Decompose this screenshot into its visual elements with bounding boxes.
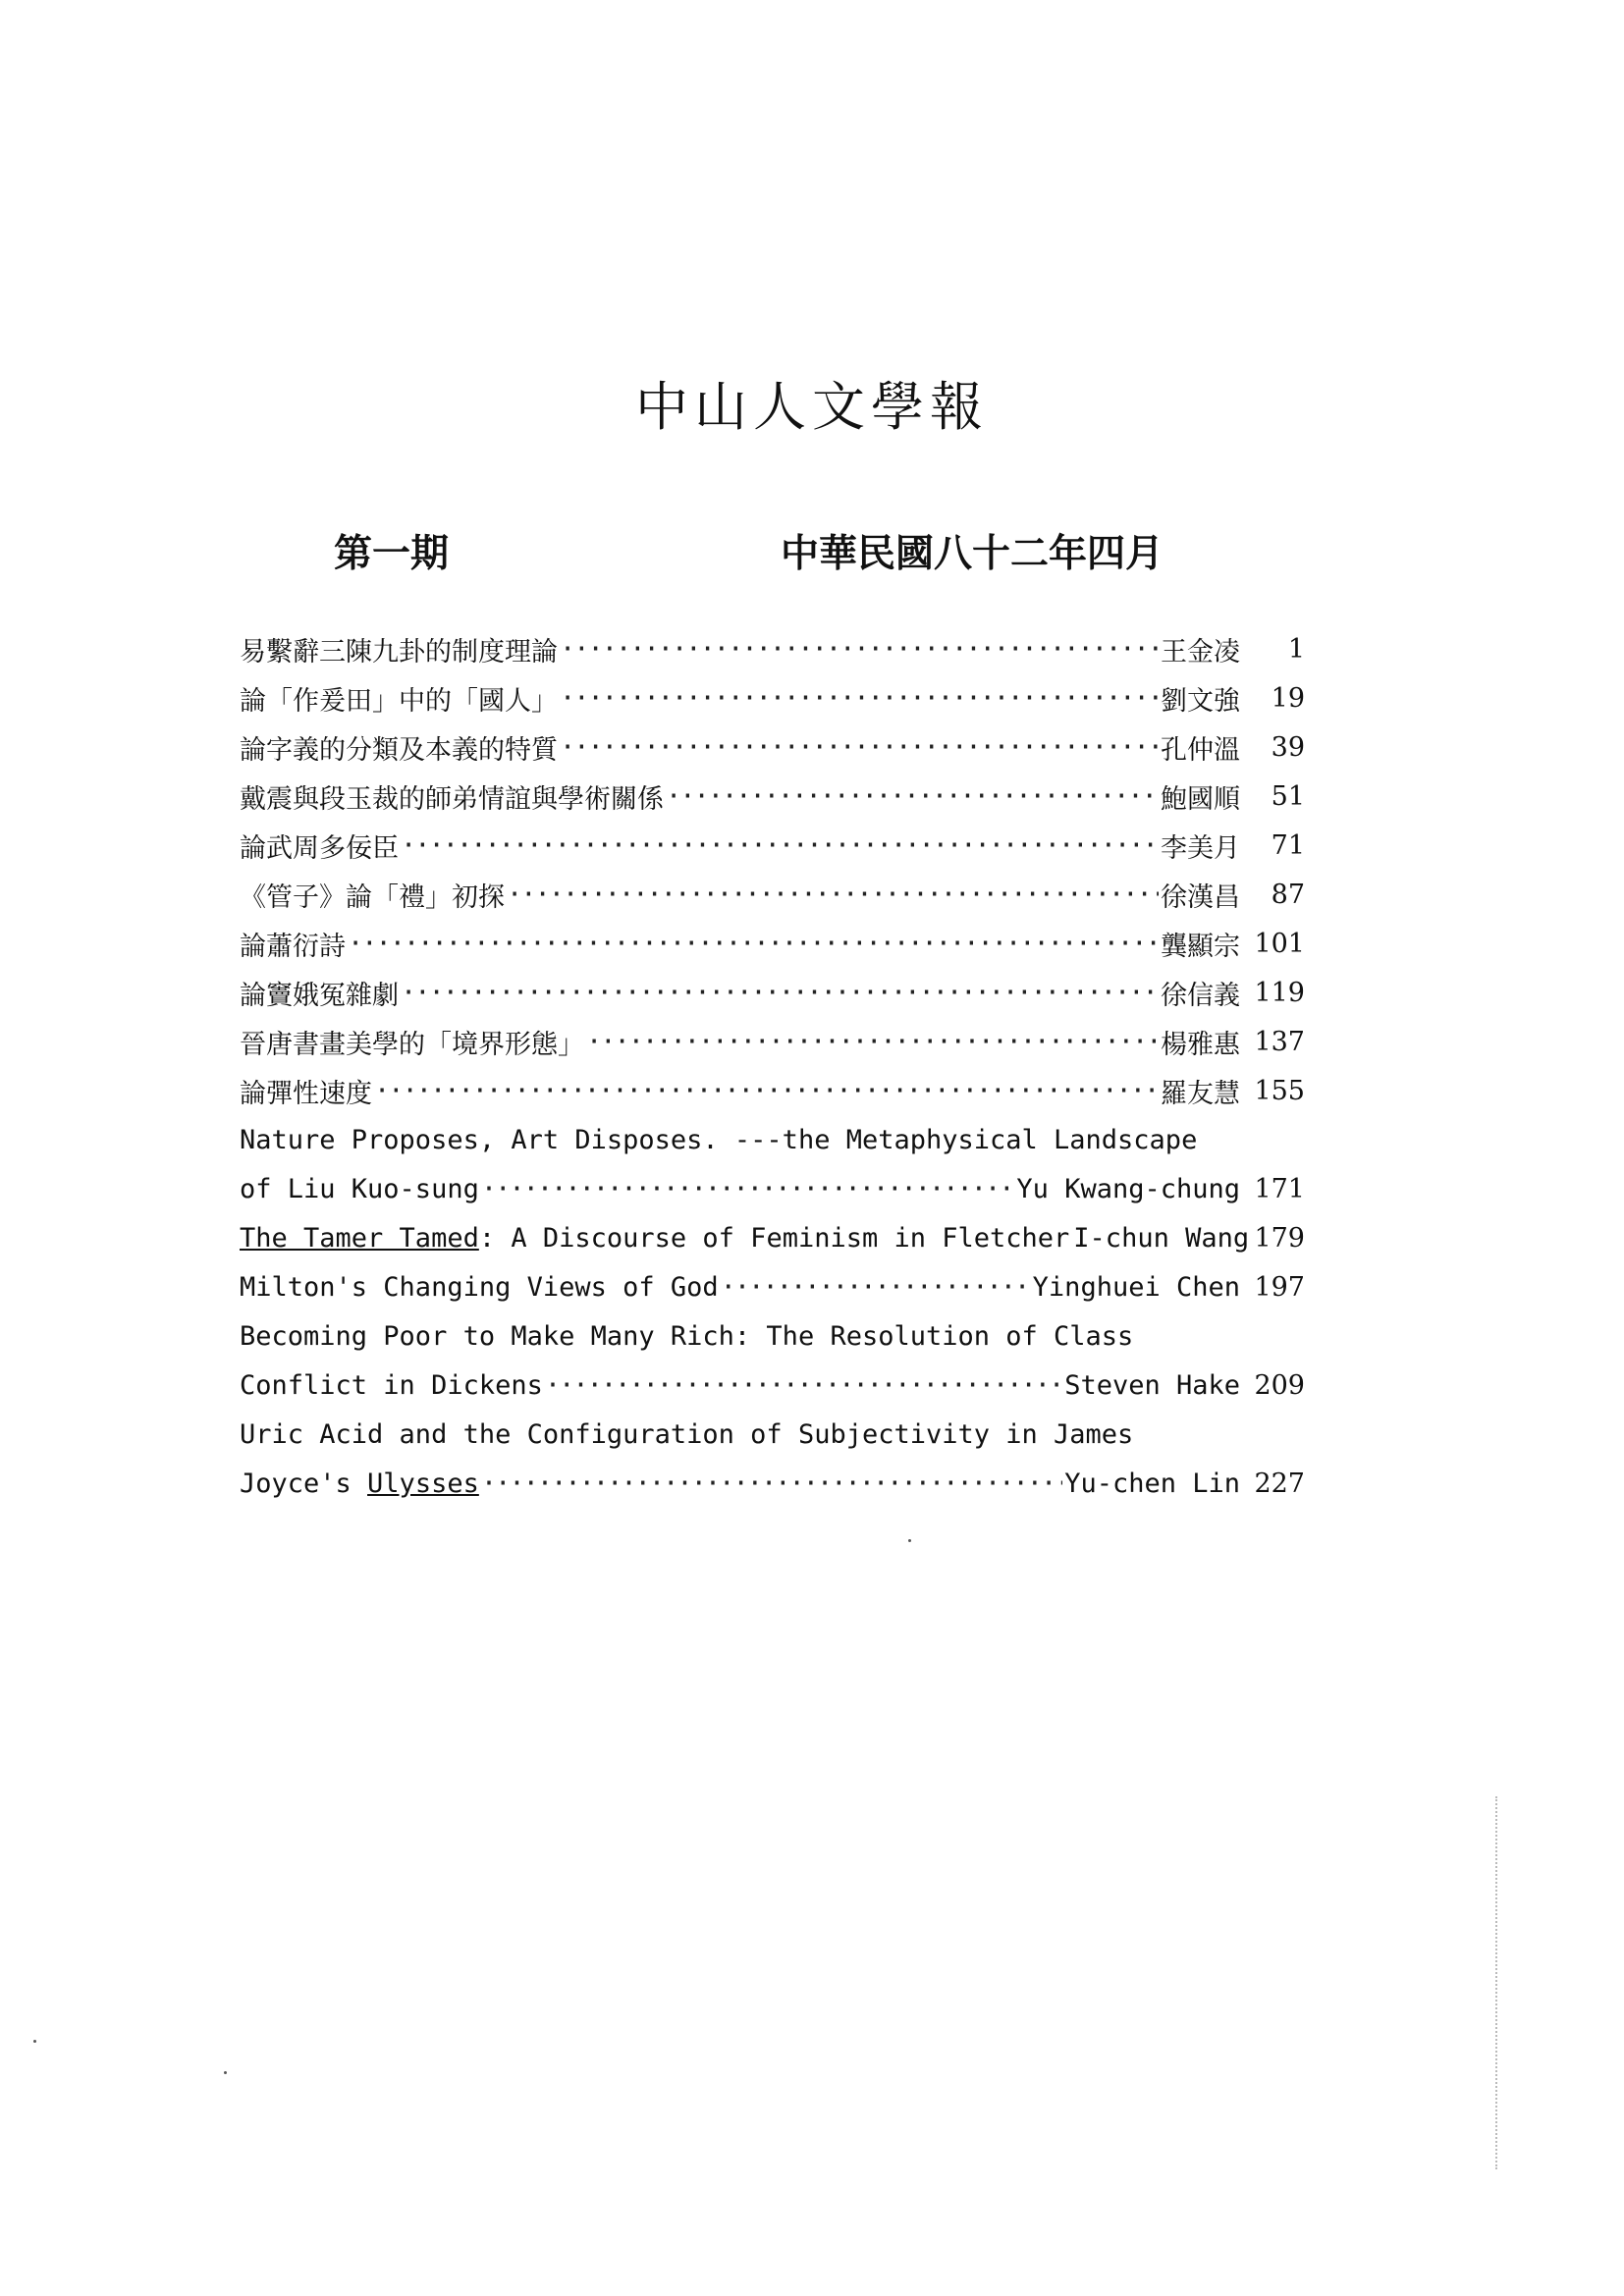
page-number: 209 bbox=[1254, 1369, 1305, 1401]
toc-entry bbox=[240, 1017, 1305, 1066]
article-title: 論「作爰田」中的「國人」 bbox=[240, 685, 558, 717]
page-number: 19 bbox=[1271, 682, 1305, 714]
dot-leader bbox=[545, 1370, 1062, 1401]
page-number: 119 bbox=[1254, 977, 1305, 1008]
article-author: Yu-chen Lin bbox=[1064, 1468, 1240, 1499]
article-title: 易繫辭三陳九卦的制度理論 bbox=[240, 636, 558, 667]
dot-leader bbox=[560, 634, 1159, 665]
issue-number: 第一期 bbox=[334, 532, 450, 576]
article-author: Yu Kwang-chung bbox=[1016, 1173, 1240, 1204]
toc-entry bbox=[240, 1262, 1305, 1311]
dot-leader bbox=[560, 683, 1159, 714]
page-number: 39 bbox=[1271, 731, 1305, 763]
page-number: 1 bbox=[1287, 633, 1305, 665]
toc-entry bbox=[240, 1361, 1305, 1410]
toc-entry bbox=[240, 968, 1305, 1017]
dot-leader bbox=[481, 1174, 1015, 1204]
article-title bbox=[240, 1223, 1069, 1254]
toc-entry bbox=[240, 1213, 1305, 1262]
article-title: 論蕭衍詩 bbox=[240, 931, 346, 962]
english-articles bbox=[240, 1115, 1305, 1508]
article-title bbox=[240, 1174, 479, 1204]
title-text: Milton's Changing Views of God bbox=[240, 1271, 719, 1303]
article-author: 李美月 bbox=[1161, 832, 1240, 864]
article-author: I-chun Wang bbox=[1073, 1222, 1250, 1254]
toc-entry bbox=[240, 870, 1305, 919]
toc-entry-line bbox=[240, 1311, 1305, 1361]
chinese-articles bbox=[240, 624, 1305, 1115]
page-number: 197 bbox=[1254, 1271, 1305, 1303]
dot-leader bbox=[666, 781, 1159, 812]
article-title-line: Uric Acid and the Configuration of Subjectivity in James bbox=[240, 1418, 1134, 1450]
dot-leader bbox=[560, 732, 1159, 763]
dot-leader bbox=[481, 1468, 1062, 1499]
article-title: 論竇娥冤雜劇 bbox=[240, 980, 399, 1011]
scan-speck bbox=[908, 1539, 911, 1542]
toc-entry bbox=[240, 1459, 1305, 1508]
dot-leader bbox=[721, 1272, 1031, 1303]
article-author: 龔顯宗 bbox=[1161, 931, 1240, 962]
scan-edge-line bbox=[1495, 1796, 1499, 2169]
page-number: 171 bbox=[1254, 1173, 1305, 1204]
toc-entry bbox=[240, 1164, 1305, 1213]
dot-leader bbox=[507, 880, 1159, 910]
article-title: 論字義的分類及本義的特質 bbox=[240, 734, 558, 766]
page-number: 51 bbox=[1271, 780, 1305, 812]
article-title bbox=[240, 1272, 719, 1303]
publication-date: 中華民國八十二年四月 bbox=[781, 532, 1164, 576]
toc-entry bbox=[240, 821, 1305, 870]
title-text: Conflict in Dickens bbox=[240, 1369, 543, 1401]
toc-entry bbox=[240, 722, 1305, 772]
article-title: 論彈性速度 bbox=[240, 1078, 372, 1109]
toc-entry bbox=[240, 673, 1305, 722]
dot-leader bbox=[401, 830, 1159, 861]
article-title-line: Nature Proposes, Art Disposes. ---the Metaphysical Landscape bbox=[240, 1124, 1198, 1155]
toc-entry bbox=[240, 919, 1305, 968]
article-author: Yinghuei Chen bbox=[1032, 1271, 1240, 1303]
italic-title-underlined: Ulysses bbox=[367, 1468, 479, 1499]
article-title: 晉唐書畫美學的「境界形態」 bbox=[240, 1029, 584, 1060]
page-number: 87 bbox=[1271, 879, 1305, 910]
page-number: 137 bbox=[1254, 1026, 1305, 1057]
article-author: 徐漢昌 bbox=[1161, 881, 1240, 913]
article-title-line: Becoming Poor to Make Many Rich: The Resolution of Class bbox=[240, 1320, 1134, 1352]
article-title bbox=[240, 1370, 543, 1401]
toc-entry bbox=[240, 772, 1305, 821]
article-title bbox=[240, 1468, 479, 1499]
article-author: 羅友慧 bbox=[1161, 1078, 1240, 1109]
article-author: 王金凌 bbox=[1161, 636, 1240, 667]
article-author: 徐信義 bbox=[1161, 980, 1240, 1011]
title-text: : A Discourse of Feminism in Fletcher bbox=[478, 1222, 1070, 1254]
article-title: 論武周多佞臣 bbox=[240, 832, 399, 864]
page-number: 227 bbox=[1254, 1468, 1305, 1499]
table-of-contents bbox=[240, 624, 1305, 1508]
article-author: 劉文強 bbox=[1161, 685, 1240, 717]
page-number: 101 bbox=[1254, 928, 1305, 959]
article-title: 《管子》論「禮」初探 bbox=[240, 881, 505, 913]
page-number: 155 bbox=[1254, 1075, 1305, 1106]
scan-speck bbox=[33, 2040, 36, 2043]
dot-leader bbox=[348, 929, 1159, 959]
article-author: 孔仲溫 bbox=[1161, 734, 1240, 766]
dot-leader bbox=[586, 1027, 1159, 1057]
dot-leader bbox=[374, 1076, 1159, 1106]
article-title: 戴震與段玉裁的師弟情誼與學術關係 bbox=[240, 783, 664, 815]
title-text: Joyce's bbox=[240, 1468, 368, 1499]
article-author: Steven Hake bbox=[1064, 1369, 1240, 1401]
page-number: 179 bbox=[1254, 1222, 1305, 1254]
dot-leader bbox=[401, 978, 1159, 1008]
toc-entry-line bbox=[240, 1115, 1305, 1164]
italic-title-underlined: The Tamer Tamed bbox=[240, 1222, 479, 1254]
article-author: 楊雅惠 bbox=[1161, 1029, 1240, 1060]
toc-entry-line bbox=[240, 1410, 1305, 1459]
title-text: of Liu Kuo-sung bbox=[240, 1173, 479, 1204]
article-author: 鮑國順 bbox=[1161, 783, 1240, 815]
page-number: 71 bbox=[1271, 829, 1305, 861]
journal-title: 中山人文學報 bbox=[635, 376, 989, 438]
scan-speck bbox=[224, 2071, 227, 2074]
toc-entry bbox=[240, 1066, 1305, 1115]
toc-entry bbox=[240, 624, 1305, 673]
